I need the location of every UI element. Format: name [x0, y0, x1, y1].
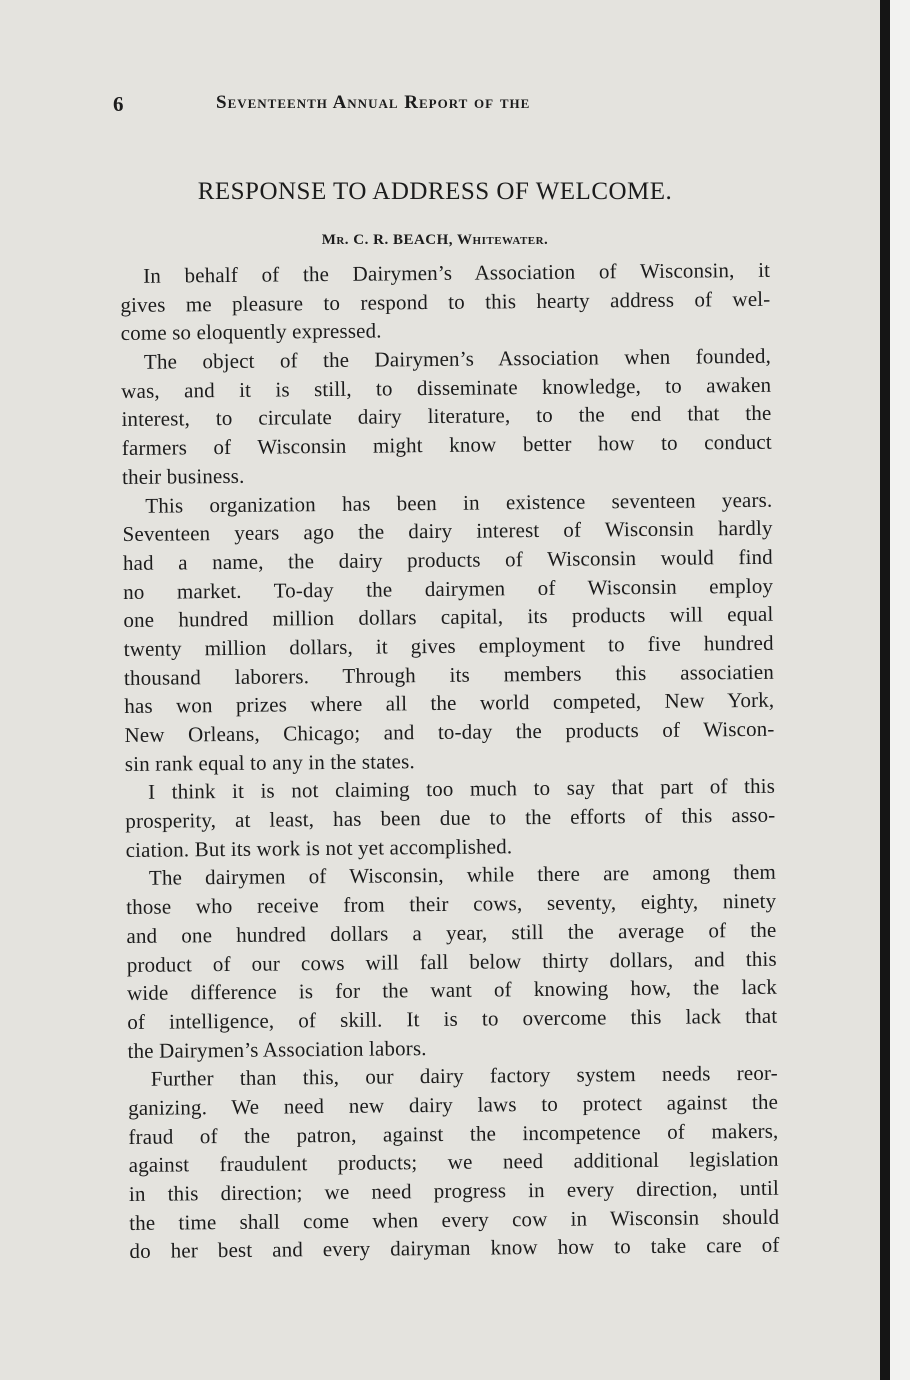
text-line: interest, to circulate dairy literature, to the end that the	[121, 401, 772, 432]
text-line: the time shall come when every cow in Wisconsin should	[129, 1204, 780, 1235]
text-line: in this direction; we need progress in every direction, until	[128, 1175, 780, 1206]
text-line: twenty million dollars, it gives employment to five hundred	[123, 630, 774, 661]
text-line: was, and it is still, to disseminate knowledge, to awaken	[121, 372, 772, 403]
text-line: The object of the Dairymen’s Association when founded,	[143, 343, 772, 374]
text-line: their business.	[121, 463, 245, 489]
article-title: RESPONSE TO ADDRESS OF WELCOME.	[197, 178, 673, 205]
text-line: farmers of Wisconsin might know better how to conduct	[121, 429, 772, 461]
article-byline: Mr. C. R. BEACH, Whitewater.	[321, 232, 549, 248]
running-head	[113, 92, 773, 122]
text-line: one hundred million dollars capital, its products will equal	[123, 601, 774, 633]
text-line: ganizing. We need new dairy laws to protect against the	[128, 1089, 779, 1120]
text-line: In behalf of the Dairymen’s Association of Wisconsin, it	[143, 257, 771, 288]
text-line: had a name, the dairy products of Wisconsin would find	[122, 544, 773, 575]
page-number: 6	[113, 92, 124, 116]
text-line: has won prizes where all the world competed, New York,	[124, 688, 775, 719]
book-gutter-edge	[880, 0, 890, 1380]
text-line: sin rank equal to any in the states.	[124, 748, 415, 776]
text-line: ciation. But its work is not yet accomplished.	[125, 834, 513, 862]
text-line: and one hundred dollars a year, still the average of the	[126, 917, 777, 948]
text-line: wide difference is for the want of knowing how, the lack	[126, 974, 778, 1006]
text-line: prosperity, at least, has been due to the efforts of this asso-	[125, 802, 776, 834]
text-line: Further than this, our dairy factory system needs reor-	[150, 1060, 778, 1091]
page-margin	[890, 0, 910, 1380]
text-line: Seventeen years ago the dairy interest of Wisconsin hardly	[122, 515, 773, 547]
text-line: fraud of the patron, against the incompetence of makers,	[128, 1118, 779, 1149]
text-line: against fraudulent products; we need additional legislation	[128, 1147, 779, 1178]
text-line: product of our cows will fall below thirty dollars, and this	[126, 946, 777, 977]
text-line: thousand laborers. Through its members this associatien	[123, 659, 775, 690]
text-line: those who receive from their cows, seventy, eighty, ninety	[126, 888, 777, 920]
text-line: of intelligence, of skill. It is to overcome this lack that	[127, 1003, 778, 1034]
text-line: New Orleans, Chicago; and to-day the products of Wiscon-	[124, 716, 775, 747]
text-line: I think it is not claiming too much to say that part of this	[147, 774, 776, 805]
text-line: the Dairymen’s Association labors.	[127, 1035, 427, 1063]
article-body	[120, 256, 780, 1266]
text-line: This organization has been in existence seventeen years.	[145, 487, 773, 518]
text-line: do her best and every dairyman know how to take care of	[129, 1233, 780, 1264]
text-line: gives me pleasure to respond to this hearty address of wel-	[120, 286, 771, 317]
text-line: come so eloquently expressed.	[120, 318, 382, 346]
running-title: Seventeenth Annual Report of the	[216, 92, 531, 113]
text-line: The dairymen of Wisconsin, while there are among them	[148, 860, 777, 891]
text-line: no market. To-day the dairymen of Wisconsin employ	[123, 573, 774, 604]
